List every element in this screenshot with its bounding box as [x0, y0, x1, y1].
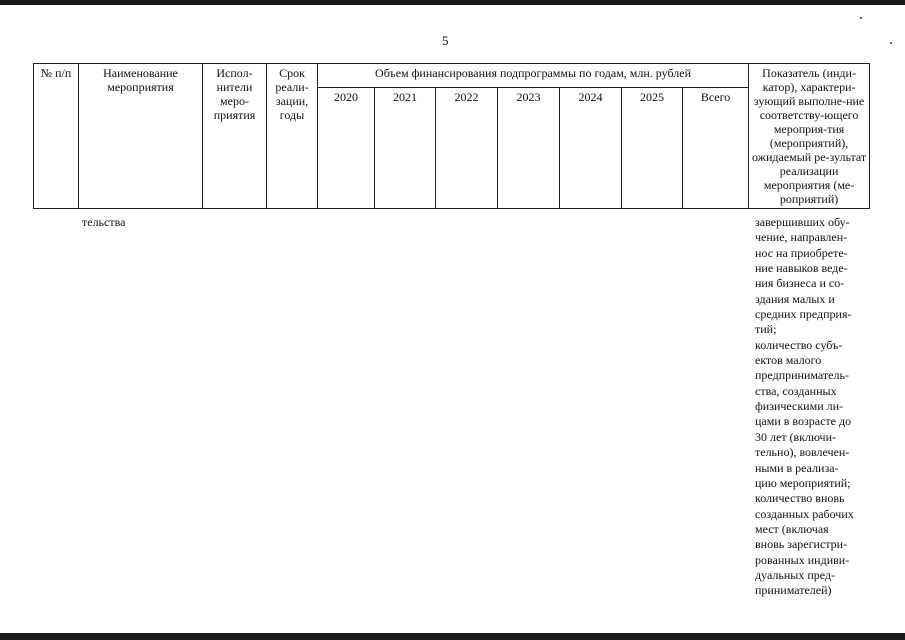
page-number: 5 [442, 33, 449, 48]
indicator-line: ектов малого [755, 353, 822, 368]
indicator-line: предприниматель- [755, 368, 849, 383]
indicator-continuation [755, 215, 863, 599]
indicator-line: физическими ли- [755, 399, 844, 414]
indicator-line: вновь зарегистри- [755, 537, 848, 552]
indicator-line: тельно), вовлечен- [755, 445, 850, 460]
header-year-2023: 2023 [498, 88, 560, 209]
indicator-line: ными в реализа- [755, 460, 839, 475]
indicator-line: 30 лет (включи- [755, 429, 836, 444]
header-year-2024: 2024 [560, 88, 622, 209]
indicator-line: количество субъ- [755, 337, 843, 352]
scan-speck [890, 42, 892, 44]
indicator-line: рованных индиви- [755, 552, 850, 567]
indicator-line: завершивших обу- [755, 215, 850, 229]
indicator-line: нос на приобрете- [755, 245, 848, 260]
indicator-line: созданных рабочих [755, 506, 854, 521]
header-total: Всего [683, 88, 749, 209]
indicator-line: тий; [755, 322, 777, 337]
indicator-line: ния бизнеса и со- [755, 276, 845, 291]
indicator-line: ства, созданных [755, 383, 837, 398]
header-name: Наименование мероприятия [79, 64, 203, 209]
header-year-2020: 2020 [318, 88, 375, 209]
header-row-1 [34, 64, 870, 88]
header-indicator: Показатель (инди-катор), характери-зующий выполне-ние соответству-ющего мероприя-тия (мероприятий), ожидаемый ре-зультат реализации мероприятия (ме-роприятий) [749, 64, 870, 209]
indicator-line: цами в возрасте до [755, 414, 852, 429]
name-continuation: тельства [82, 215, 126, 229]
header-year-2025: 2025 [622, 88, 683, 209]
indicator-line: мест (включая [755, 521, 829, 536]
scan-speck [860, 17, 862, 19]
indicator-line: чение, направлен- [755, 230, 848, 245]
indicator-line: средних предприя- [755, 307, 852, 322]
header-executors: Испол-нители меро-приятия [203, 64, 267, 209]
scan-edge-top [0, 0, 905, 5]
indicator-line: принимателей) [755, 583, 832, 598]
financing-table [33, 63, 870, 209]
scan-edge-bottom [0, 633, 905, 640]
header-funding: Объем финансирования подпрограммы по годам, млн. рублей [318, 64, 749, 88]
indicator-line: здания малых и [755, 291, 835, 306]
header-term: Срок реали-зации, годы [267, 64, 318, 209]
indicator-line: количество вновь [755, 491, 845, 506]
header-year-2021: 2021 [375, 88, 436, 209]
header-year-2022: 2022 [436, 88, 498, 209]
indicator-line: ние навыков веде- [755, 261, 848, 276]
indicator-line: дуальных пред- [755, 567, 836, 582]
indicator-line: цию мероприятий; [755, 475, 851, 490]
header-num: № п/п [34, 64, 79, 209]
